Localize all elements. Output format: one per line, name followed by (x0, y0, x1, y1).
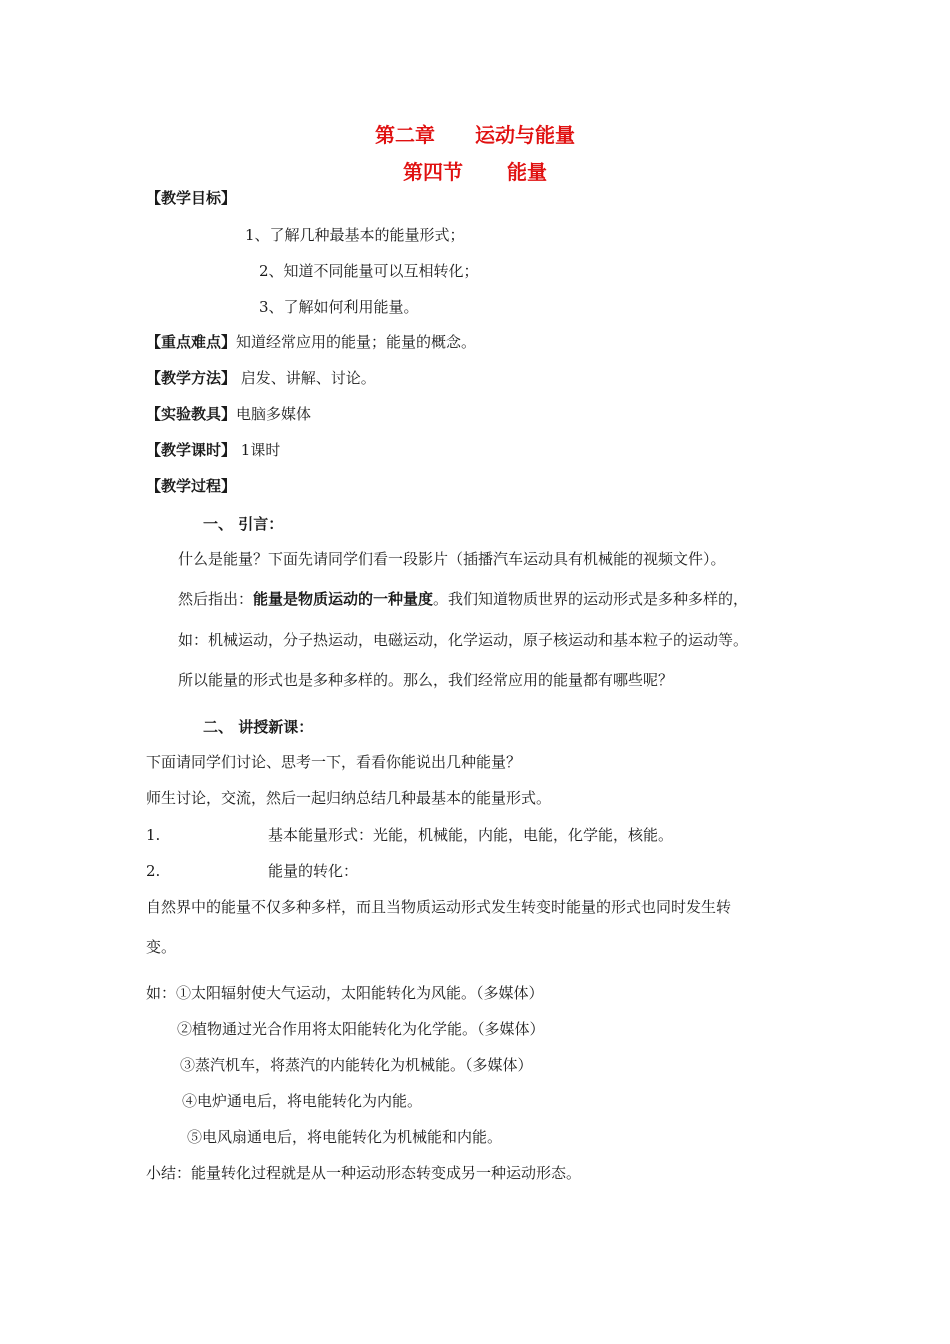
tools-row (146, 404, 311, 424)
intro-heading: 一、 引言： (203, 515, 284, 533)
new-lesson-line-1: 下面请同学们讨论、思考一下，看看你能说出几种能量？ (146, 753, 522, 771)
example-3: ③蒸汽机车，将蒸汽的内能转化为机械能。（多媒体） (180, 1056, 533, 1074)
nature-paragraph-line-2: 变。 (146, 938, 177, 956)
summary: 小结：能量转化过程就是从一种运动形态转变成另一种运动形态。 (146, 1164, 582, 1182)
chapter-subtitle: 运动与能量 (475, 123, 575, 147)
new-lesson-heading: 二、 讲授新课： (203, 718, 314, 736)
tools-text: 电脑多媒体 (236, 405, 312, 423)
tools-label: 【实验教具】 (146, 405, 237, 423)
intro-paragraph-1: 什么是能量？下面先请同学们看一段影片（插播汽车运动具有机械能的视频文件）。 (178, 550, 726, 568)
goal-item-3: 3、了解如何利用能量。 (259, 298, 419, 316)
list-item-2 (146, 861, 358, 881)
list-item-2-number: 2. (146, 862, 161, 880)
methods-label: 【教学方法】 (146, 369, 237, 387)
intro-p2-post: 。我们知道物质世界的运动形式是多种多样的， (433, 590, 749, 608)
key-points-row (146, 332, 476, 352)
new-lesson-line-2: 师生讨论，交流，然后一起归纳总结几种最基本的能量形式。 (146, 789, 552, 807)
intro-p2-pre: 然后指出： (178, 590, 254, 608)
process-label: 【教学过程】 (146, 477, 237, 495)
chapter-heading (0, 122, 950, 148)
energy-definition: 能量是物质运动的一种量度 (253, 590, 434, 608)
methods-row (146, 368, 376, 388)
section-subtitle: 能量 (507, 160, 547, 184)
example-1: 如：①太阳辐射使大气运动，太阳能转化为风能。（多媒体） (146, 984, 544, 1002)
example-2: ②植物通过光合作用将太阳能转化为化学能。（多媒体） (177, 1020, 545, 1038)
list-item-1-text: 基本能量形式：光能，机械能，内能，电能，化学能，核能。 (268, 826, 674, 844)
chapter-title: 第二章 (375, 123, 435, 147)
methods-text: 启发、讲解、讨论。 (240, 369, 376, 387)
nature-paragraph-line-1: 自然界中的能量不仅多种多样，而且当物质运动形式发生转变时能量的形式也同时发生转 (146, 898, 732, 916)
goals-label: 【教学目标】 (146, 189, 237, 207)
section-heading (0, 159, 950, 185)
key-points-label: 【重点难点】 (146, 333, 237, 351)
key-points-text: 知道经常应用的能量；能量的概念。 (236, 333, 477, 351)
example-5: ⑤电风扇通电后，将电能转化为机械能和内能。 (187, 1128, 503, 1146)
section-title: 第四节 (403, 160, 463, 184)
list-item-1-number: 1. (146, 826, 161, 844)
example-4: ④电炉通电后，将电能转化为内能。 (182, 1092, 423, 1110)
hours-label: 【教学课时】 (146, 441, 237, 459)
intro-paragraph-2 (178, 589, 748, 609)
list-item-2-text: 能量的转化： (268, 862, 359, 880)
goal-item-2: 2、知道不同能量可以互相转化； (259, 262, 479, 280)
intro-paragraph-4: 所以能量的形式也是多种多样的。那么，我们经常应用的能量都有哪些呢？ (178, 671, 674, 689)
hours-text: 1课时 (240, 441, 281, 459)
goal-item-1: 1、了解几种最基本的能量形式； (245, 226, 465, 244)
intro-paragraph-3: 如：机械运动，分子热运动，电磁运动，化学运动，原子核运动和基本粒子的运动等。 (178, 631, 749, 649)
hours-row (146, 440, 280, 460)
list-item-1 (146, 825, 673, 845)
